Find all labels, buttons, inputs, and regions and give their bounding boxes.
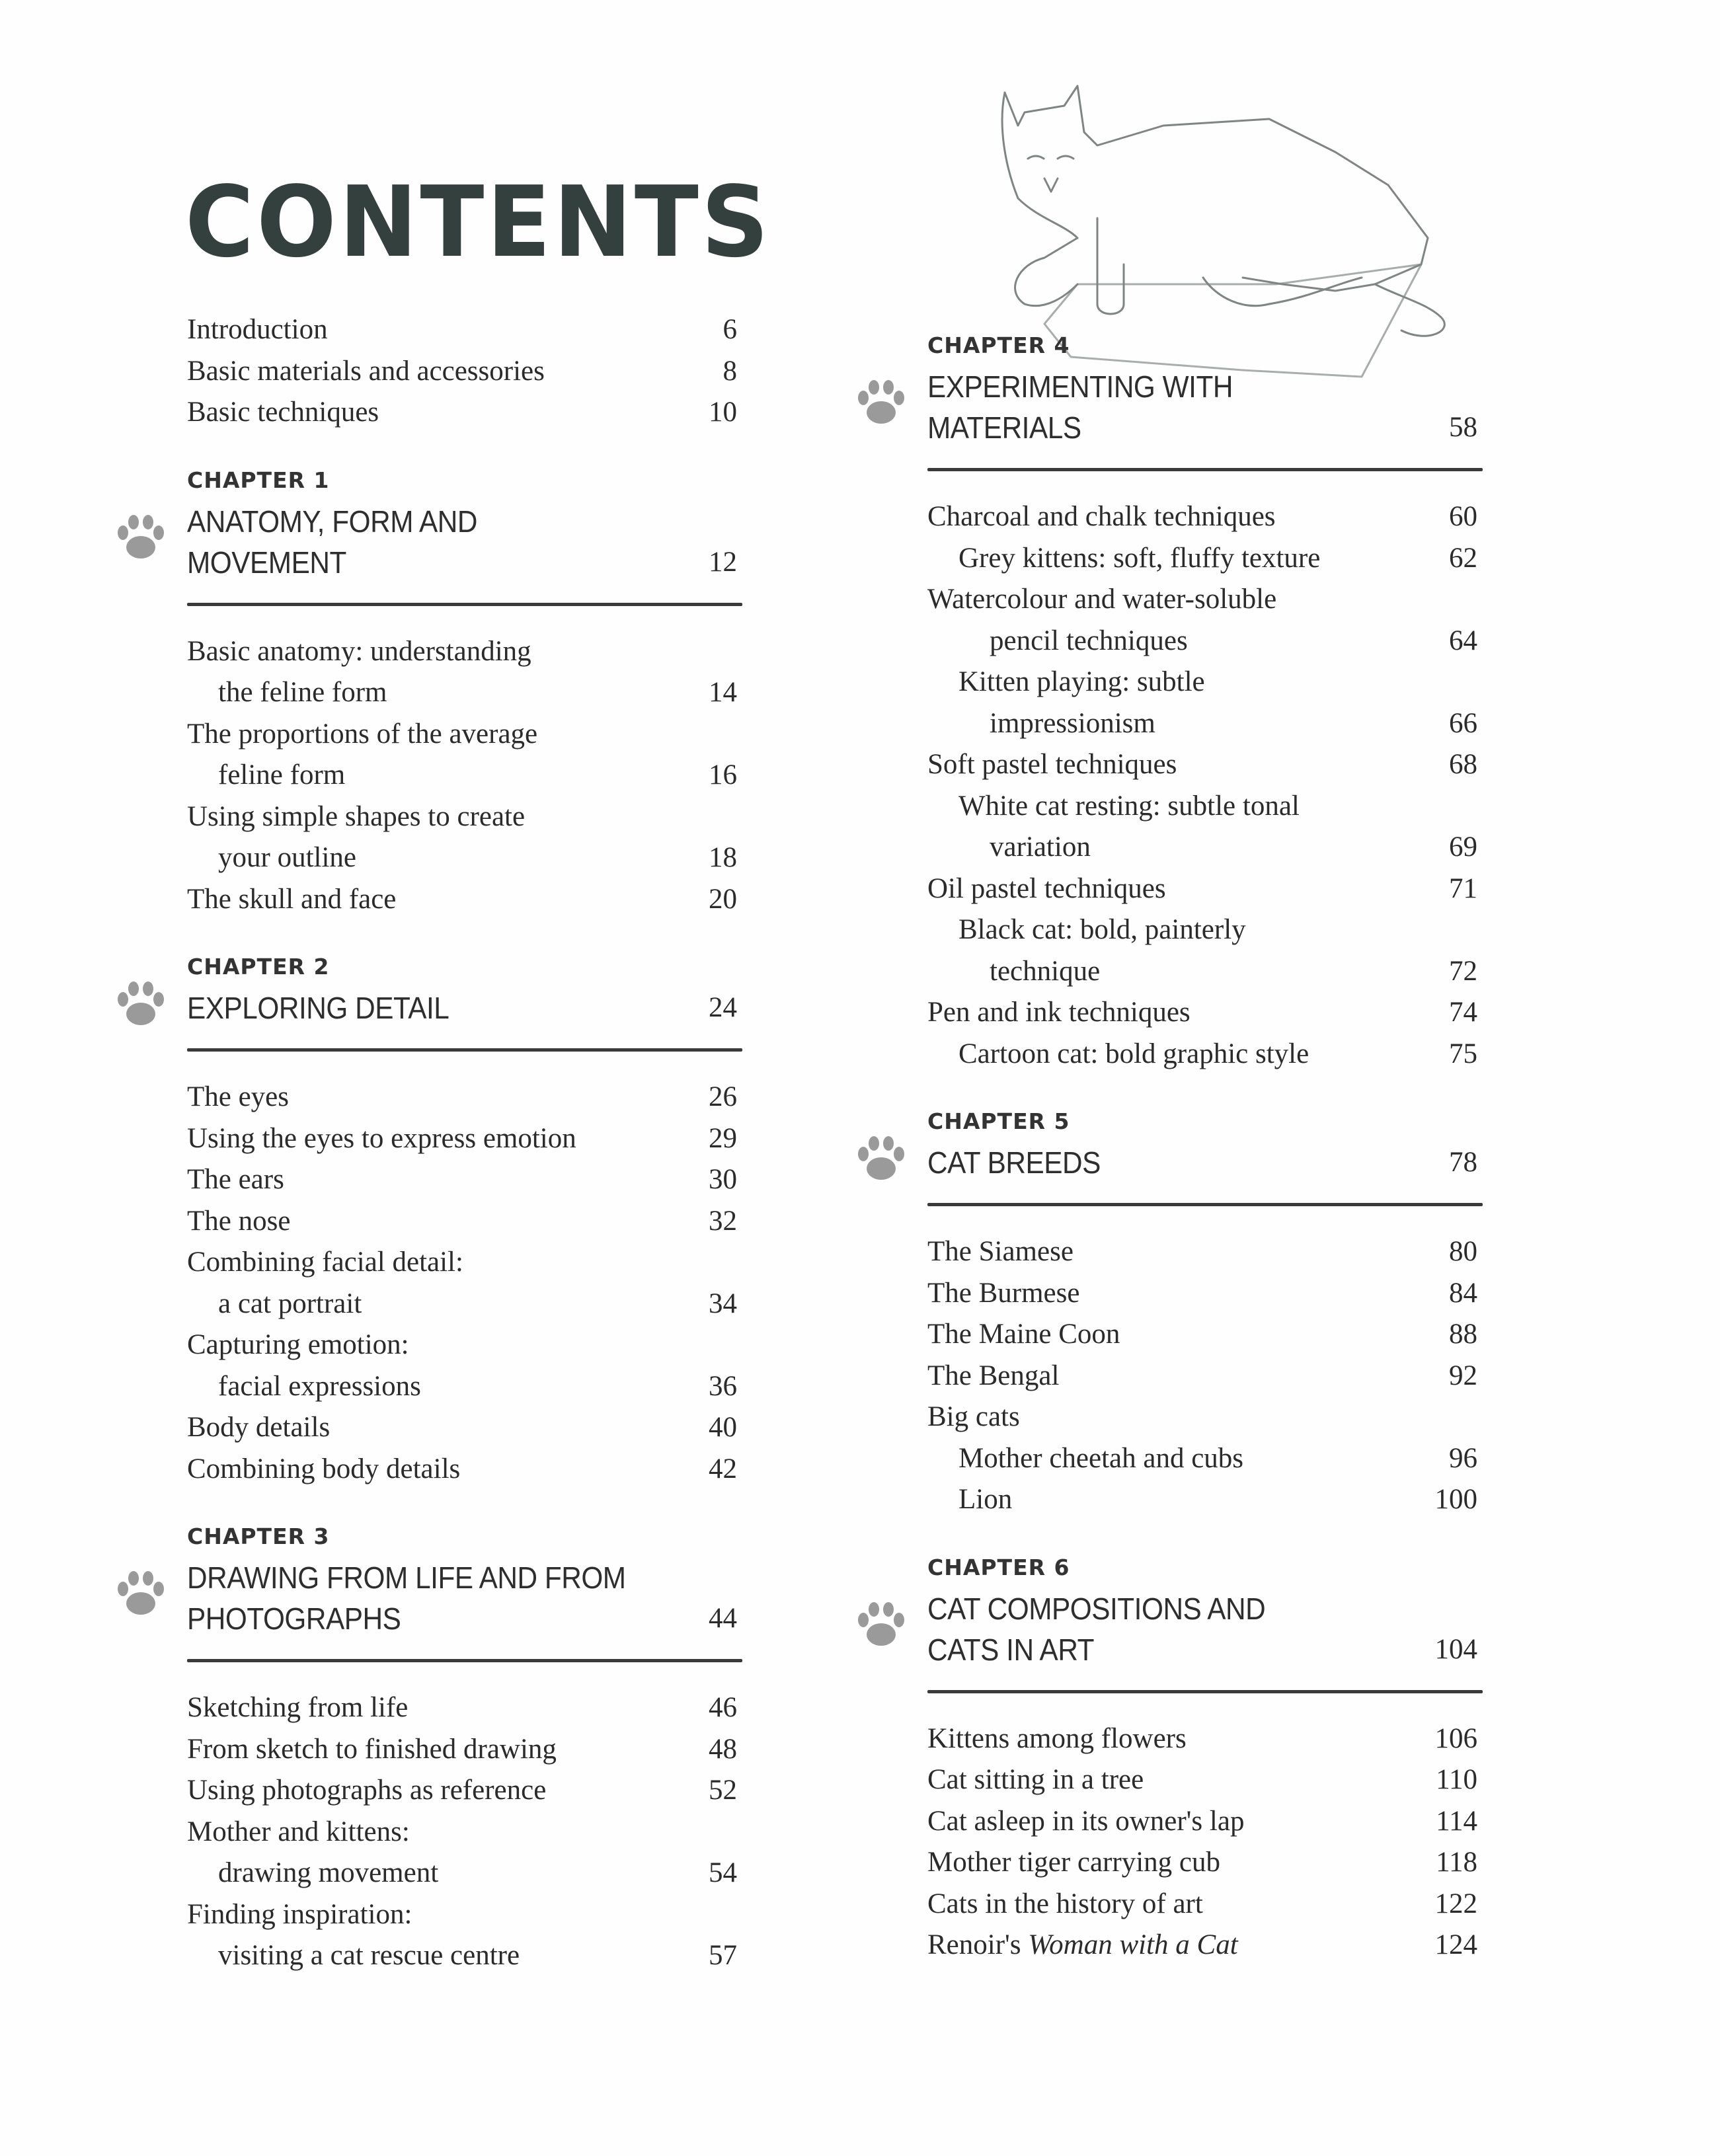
entry-title: The nose xyxy=(187,1205,291,1237)
chapter-heading[interactable] xyxy=(927,1588,1483,1670)
toc-subentry[interactable] xyxy=(927,786,1483,828)
entry-title: Pen and ink techniques xyxy=(927,997,1191,1028)
front-matter-list xyxy=(187,309,742,434)
entry-page-number: 92 xyxy=(1449,1360,1477,1391)
entry-page-number: 106 xyxy=(1434,1722,1477,1754)
toc-entry[interactable] xyxy=(187,1325,742,1366)
entry-title: feline form xyxy=(218,759,346,790)
entry-title: Mother and kittens: xyxy=(187,1816,410,1847)
chapter-divider xyxy=(187,1659,742,1662)
chapter-title xyxy=(187,987,698,1028)
entry-title: Renoir's xyxy=(927,1929,1029,1960)
entry-page-number: 62 xyxy=(1449,542,1477,574)
entry-title: facial expressions xyxy=(218,1370,421,1402)
toc-entry[interactable] xyxy=(187,1077,742,1118)
entry-title: Finding inspiration: xyxy=(187,1898,412,1930)
toc-entry[interactable] xyxy=(187,796,742,838)
entry-page-number: 46 xyxy=(709,1692,737,1723)
paw-print-icon xyxy=(111,508,171,567)
chapter-label: CHAPTER 4 xyxy=(927,332,1070,358)
toc-entry-continued[interactable] xyxy=(187,1366,742,1408)
toc-entry[interactable] xyxy=(927,1801,1483,1843)
toc-entry[interactable] xyxy=(187,1242,742,1284)
entry-title: the feline form xyxy=(218,677,387,708)
entry-title: The Siamese xyxy=(927,1236,1074,1267)
toc-entry[interactable] xyxy=(927,1397,1483,1438)
entry-page-number: 80 xyxy=(1449,1236,1477,1267)
toc-subentry-continued[interactable] xyxy=(927,951,1483,993)
chapter-divider xyxy=(927,1690,1483,1693)
toc-entry[interactable] xyxy=(187,1118,742,1160)
toc-entry-continued[interactable] xyxy=(187,1853,742,1894)
entry-page-number: 36 xyxy=(709,1370,737,1402)
entry-title: Grey kittens: soft, fluffy texture xyxy=(958,542,1321,574)
entry-title: White cat resting: subtle tonal xyxy=(958,790,1300,822)
toc-entry[interactable] xyxy=(187,879,742,921)
toc-entry[interactable] xyxy=(927,1718,1483,1760)
entry-title: Using photographs as reference xyxy=(187,1775,547,1806)
toc-entry[interactable] xyxy=(187,1201,742,1243)
entry-page-number: 54 xyxy=(709,1857,737,1888)
entry-title: The Bengal xyxy=(927,1360,1060,1391)
chapter-title-line: EXPERIMENTING WITH xyxy=(927,369,1233,404)
entry-page-number: 42 xyxy=(709,1453,737,1484)
toc-entry[interactable] xyxy=(187,1687,742,1729)
chapter-heading[interactable] xyxy=(927,366,1483,448)
entry-title: impressionism xyxy=(990,707,1155,739)
toc-subentry[interactable] xyxy=(927,1479,1483,1521)
chapter-title xyxy=(927,1588,1438,1670)
chapter-title-line: ANATOMY, FORM AND xyxy=(187,504,477,539)
toc-entry[interactable] xyxy=(927,1231,1483,1273)
entry-title: From sketch to finished drawing xyxy=(187,1733,557,1765)
entry-page-number: 52 xyxy=(709,1775,737,1806)
chapter-label: CHAPTER 6 xyxy=(927,1554,1070,1580)
toc-subentry[interactable] xyxy=(927,538,1483,580)
entry-title-italic: Woman with a Cat xyxy=(1028,1929,1238,1960)
entry-title: visiting a cat rescue centre xyxy=(218,1940,520,1971)
toc-entry[interactable] xyxy=(187,1407,742,1449)
chapter-divider xyxy=(187,603,742,606)
entry-title: Capturing emotion: xyxy=(187,1329,409,1360)
chapter-5 xyxy=(927,1101,1483,1521)
toc-entry[interactable] xyxy=(927,496,1483,538)
toc-entry[interactable] xyxy=(927,1314,1483,1356)
chapter-1 xyxy=(187,460,742,921)
chapter-divider xyxy=(187,1048,742,1052)
chapter-title-line: PHOTOGRAPHS xyxy=(187,1601,401,1636)
chapter-3 xyxy=(187,1516,742,1977)
entry-title: Basic techniques xyxy=(187,397,379,428)
chapter-title-line: CATS IN ART xyxy=(927,1632,1095,1667)
entry-page-number: 71 xyxy=(1449,872,1477,904)
right-column xyxy=(927,325,1483,1966)
entry-page-number: 57 xyxy=(709,1940,737,1971)
entry-title: Cat sitting in a tree xyxy=(927,1764,1144,1795)
toc-entry-continued[interactable] xyxy=(187,672,742,714)
toc-entry[interactable] xyxy=(187,1770,742,1812)
chapter-label: CHAPTER 1 xyxy=(187,467,330,493)
entry-title: Mother tiger carrying cub xyxy=(927,1847,1220,1878)
toc-entry[interactable] xyxy=(187,1159,742,1201)
page-title: CONTENTS xyxy=(185,165,771,279)
chapter-title xyxy=(187,1557,698,1639)
entry-title: Basic materials and accessories xyxy=(187,355,545,387)
toc-subentry[interactable] xyxy=(927,1438,1483,1480)
entry-title: technique xyxy=(990,955,1101,987)
chapter-page-number: 24 xyxy=(709,992,737,1023)
toc-subentry[interactable] xyxy=(927,662,1483,703)
entry-title: Oil pastel techniques xyxy=(927,872,1166,904)
toc-entry[interactable] xyxy=(187,1894,742,1936)
entry-page-number: 124 xyxy=(1434,1929,1477,1960)
chapter-title-line: CAT COMPOSITIONS AND xyxy=(927,1591,1266,1626)
entry-title: Kittens among flowers xyxy=(927,1722,1187,1754)
chapter-title xyxy=(927,366,1438,448)
entry-title: Introduction xyxy=(187,314,328,345)
chapter-title-line: MOVEMENT xyxy=(187,545,346,580)
entry-page-number: 18 xyxy=(709,842,737,873)
entry-page-number: 72 xyxy=(1449,955,1477,987)
entry-page-number: 40 xyxy=(709,1412,737,1443)
toc-subentry-continued[interactable] xyxy=(927,703,1483,745)
entry-title: Black cat: bold, painterly xyxy=(958,914,1246,945)
entry-page-number: 122 xyxy=(1434,1888,1477,1919)
entry-title: Cat asleep in its owner's lap xyxy=(927,1805,1245,1837)
toc-entry[interactable] xyxy=(927,1356,1483,1397)
chapter-title-line: MATERIALS xyxy=(927,410,1081,445)
chapter-page-number: 78 xyxy=(1449,1147,1477,1178)
toc-entry[interactable] xyxy=(927,1925,1483,1966)
toc-entry-continued[interactable] xyxy=(187,1935,742,1977)
entry-page-number: 20 xyxy=(709,883,737,915)
chapter-heading[interactable] xyxy=(187,501,742,583)
paw-print-icon xyxy=(111,1564,171,1623)
chapter-heading[interactable] xyxy=(187,987,742,1028)
toc-entry[interactable] xyxy=(927,1759,1483,1801)
toc-entry[interactable] xyxy=(927,868,1483,910)
entry-page-number: 29 xyxy=(709,1122,737,1154)
entry-title: Cats in the history of art xyxy=(927,1888,1203,1919)
chapter-heading[interactable] xyxy=(927,1142,1483,1183)
entry-page-number: 14 xyxy=(709,677,737,708)
entry-page-number: 32 xyxy=(709,1205,737,1237)
toc-entry-continued[interactable] xyxy=(927,621,1483,662)
entry-title: Using the eyes to express emotion xyxy=(187,1122,576,1154)
entry-page-number: 26 xyxy=(709,1081,737,1112)
entry-title: a cat portrait xyxy=(218,1288,362,1319)
entry-page-number: 66 xyxy=(1449,707,1477,739)
toc-entry[interactable] xyxy=(927,579,1483,621)
entry-page-number: 10 xyxy=(709,397,737,428)
entry-title: Combining facial detail: xyxy=(187,1247,463,1278)
entry-title: Mother cheetah and cubs xyxy=(958,1442,1244,1474)
chapter-label: CHAPTER 5 xyxy=(927,1108,1070,1134)
entry-page-number: 100 xyxy=(1434,1484,1477,1515)
entry-title: The ears xyxy=(187,1164,284,1195)
entry-title: Sketching from life xyxy=(187,1692,409,1723)
chapter-label: CHAPTER 2 xyxy=(187,954,330,980)
entry-title: variation xyxy=(990,831,1091,863)
entry-title: The proportions of the average xyxy=(187,718,538,750)
entry-page-number: 75 xyxy=(1449,1038,1477,1069)
chapter-title-line: CAT BREEDS xyxy=(927,1145,1101,1180)
entry-page-number: 60 xyxy=(1449,501,1477,532)
toc-entry[interactable] xyxy=(187,714,742,755)
chapter-heading[interactable] xyxy=(187,1557,742,1639)
entry-title: Cartoon cat: bold graphic style xyxy=(958,1038,1310,1069)
left-column xyxy=(187,309,742,1977)
entry-title: The Burmese xyxy=(927,1277,1080,1309)
entry-title: drawing movement xyxy=(218,1857,439,1888)
entry-title: Watercolour and water-soluble xyxy=(927,584,1277,615)
toc-entry-continued[interactable] xyxy=(187,1284,742,1325)
toc-subentry[interactable] xyxy=(927,909,1483,951)
toc-entry[interactable] xyxy=(187,351,742,393)
entry-title: Big cats xyxy=(927,1401,1020,1432)
entry-title: Combining body details xyxy=(187,1453,461,1484)
paw-print-icon xyxy=(851,1129,911,1188)
entry-title: Charcoal and chalk techniques xyxy=(927,501,1276,532)
chapter-title xyxy=(927,1142,1438,1183)
toc-entry[interactable] xyxy=(187,392,742,434)
entry-page-number: 64 xyxy=(1449,625,1477,656)
toc-entry[interactable] xyxy=(927,1273,1483,1315)
entry-page-number: 30 xyxy=(709,1164,737,1195)
toc-entry[interactable] xyxy=(187,1812,742,1853)
toc-entry[interactable] xyxy=(187,1729,742,1771)
entry-page-number: 96 xyxy=(1449,1442,1477,1474)
entry-title: Body details xyxy=(187,1412,331,1443)
entry-title: Kitten playing: subtle xyxy=(958,666,1205,697)
chapter-label: CHAPTER 3 xyxy=(187,1523,330,1549)
entry-page-number: 48 xyxy=(709,1733,737,1765)
chapter-divider xyxy=(927,468,1483,471)
paw-print-icon xyxy=(851,1595,911,1654)
chapter-title-line: EXPLORING DETAIL xyxy=(187,991,450,1025)
entry-title: Using simple shapes to create xyxy=(187,800,526,832)
paw-print-icon xyxy=(111,974,171,1034)
chapter-page-number: 58 xyxy=(1449,412,1477,443)
chapter-title-line: DRAWING FROM LIFE AND FROM xyxy=(187,1560,626,1595)
chapter-4 xyxy=(927,325,1483,1075)
entry-title: Soft pastel techniques xyxy=(927,749,1177,780)
entry-page-number: 8 xyxy=(723,355,737,387)
toc-entry-continued[interactable] xyxy=(187,837,742,879)
toc-entry[interactable] xyxy=(927,744,1483,786)
entry-page-number: 114 xyxy=(1436,1805,1477,1837)
toc-entry[interactable] xyxy=(927,992,1483,1034)
entry-page-number: 69 xyxy=(1449,831,1477,863)
toc-entry[interactable] xyxy=(927,1884,1483,1925)
chapter-6 xyxy=(927,1547,1483,1966)
chapter-divider xyxy=(927,1203,1483,1206)
entry-page-number: 74 xyxy=(1449,997,1477,1028)
entry-page-number: 16 xyxy=(709,759,737,790)
toc-subentry[interactable] xyxy=(927,1034,1483,1075)
entry-page-number: 84 xyxy=(1449,1277,1477,1309)
entry-title: Basic anatomy: understanding xyxy=(187,635,531,667)
entry-page-number: 6 xyxy=(723,314,737,345)
toc-entry[interactable] xyxy=(927,1842,1483,1884)
toc-subentry-continued[interactable] xyxy=(927,827,1483,868)
chapter-page-number: 44 xyxy=(709,1603,737,1634)
chapter-page-number: 12 xyxy=(709,546,737,578)
chapter-page-number: 104 xyxy=(1434,1633,1477,1665)
chapter-2 xyxy=(187,946,742,1490)
toc-entry[interactable] xyxy=(187,309,742,351)
toc-entry-continued[interactable] xyxy=(187,755,742,796)
entry-page-number: 88 xyxy=(1449,1319,1477,1350)
entry-title: Lion xyxy=(958,1484,1013,1515)
entry-title: your outline xyxy=(218,842,356,873)
entry-title: The Maine Coon xyxy=(927,1319,1120,1350)
entry-page-number: 34 xyxy=(709,1288,737,1319)
entry-title: The skull and face xyxy=(187,883,397,915)
chapter-title xyxy=(187,501,698,583)
toc-entry[interactable] xyxy=(187,631,742,673)
entry-page-number: 110 xyxy=(1436,1764,1477,1795)
paw-print-icon xyxy=(851,373,911,432)
entry-title: The eyes xyxy=(187,1081,290,1112)
toc-entry[interactable] xyxy=(187,1449,742,1490)
entry-page-number: 68 xyxy=(1449,749,1477,780)
entry-page-number: 118 xyxy=(1436,1847,1477,1878)
entry-title: pencil techniques xyxy=(990,625,1188,656)
